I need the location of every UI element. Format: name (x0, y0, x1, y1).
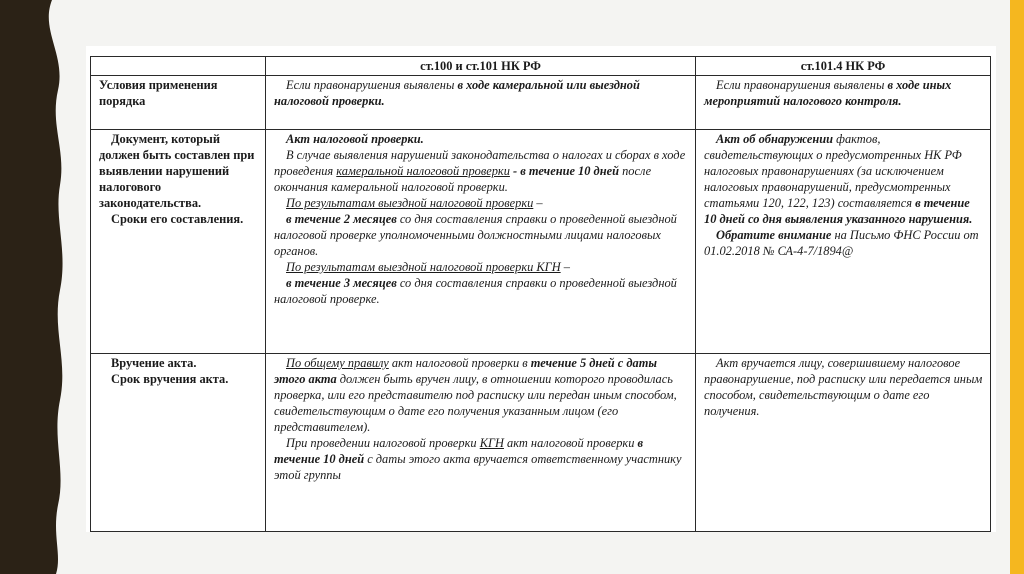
cell-conditions-art101-4: Если правонарушения выявлены в ходе иных мероприятий налогового контроля. (696, 76, 991, 130)
cell-delivery-art101-4: Акт вручается лицу, совершившему налоговое правонарушение, под расписку или передается иным способом, свидетельствующим о дате его получения. (696, 354, 991, 532)
table-row (91, 130, 991, 354)
row-label-conditions: Условия применения порядка (91, 76, 266, 130)
header-cell-empty (91, 57, 266, 76)
row-label-delivery: Вручение акта. Срок вручения акта. (91, 354, 266, 532)
header-row (91, 57, 991, 76)
row-label-document: Документ, который должен быть составлен при выявлении нарушений налогового законодательства. Сроки его составления. (91, 130, 266, 354)
table-row (91, 76, 991, 130)
header-cell-art100: ст.100 и ст.101 НК РФ (266, 57, 696, 76)
header-cell-art101-4: ст.101.4 НК РФ (696, 57, 991, 76)
cell-document-art100: Акт налоговой проверки. В случае выявления нарушений законодательства о налогах и сборах в ходе проведения камеральной налоговой проверки - в течение 10 дней после окончания камеральной налоговой проверки. По результатам выездной налоговой проверки – в течение 2 месяцев со дня составления справки о проведенной выездной налоговой проверке уполномоченными должностными лицами налоговых органов. По результатам выездной налоговой проверки КГН – в течение 3 месяцев со дня составления справки о проведенной выездной налоговой проверке. (266, 130, 696, 354)
cell-conditions-art100: Если правонарушения выявлены в ходе камеральной или выездной налоговой проверки. (266, 76, 696, 130)
left-decoration (0, 0, 74, 574)
table-row (91, 354, 991, 532)
cell-delivery-art100: По общему правилу акт налоговой проверки в течение 5 дней с даты этого акта должен быть вручен лицу, в отношении которого проводилась проверка, или его представителю под расписку или передан иным способом, свидетельствующим о дате его получения указанным лицом (его представителем). При проведении налоговой проверки КГН акт налоговой проверки в течение 10 дней с даты этого акта вручается ответственному участнику этой группы (266, 354, 696, 532)
cell-document-art101-4: Акт об обнаружении фактов, свидетельствующих о предусмотренных НК РФ налоговых правонарушениях (за исключением налоговых правонарушений, предусмотренных статьями 120, 122, 123) составляется в течение 10 дней со дня выявления указанного нарушения. Обратите внимание на Письмо ФНС России от 01.02.2018 № СА-4-7/1894@ (696, 130, 991, 354)
comparison-table (90, 56, 991, 532)
wavy-edge-shape (0, 0, 74, 574)
accent-bar (1010, 0, 1024, 574)
slide-content (86, 46, 996, 532)
